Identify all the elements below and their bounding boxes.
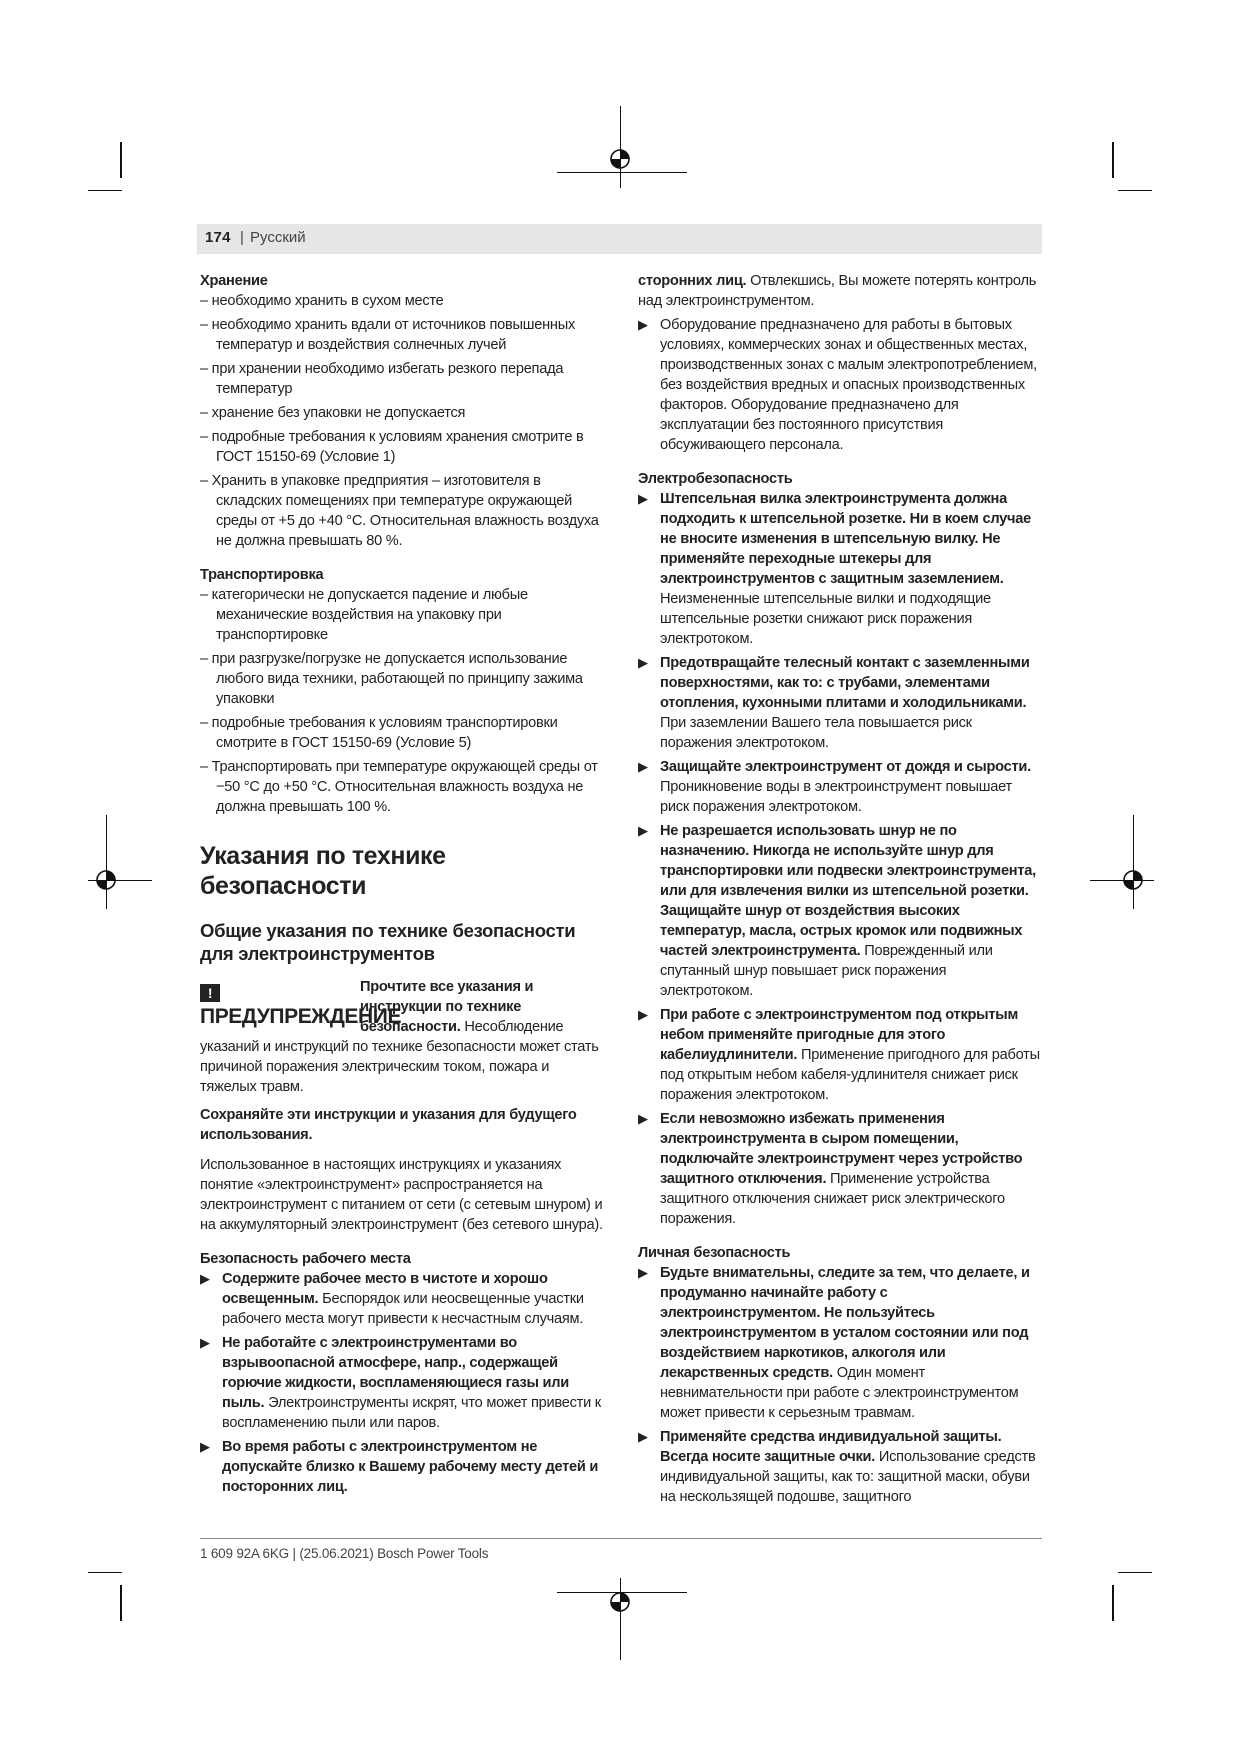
crop-mark (88, 190, 122, 191)
bullet-triangle-icon: ▶ (638, 759, 648, 774)
bullet-triangle-icon: ▶ (638, 823, 648, 838)
registration-mark-icon (1122, 869, 1144, 891)
keep-instructions-note: Сохраняйте эти инструкции и указания для будущего использования. (200, 1107, 577, 1143)
bullet-triangle-icon: ▶ (200, 1439, 210, 1454)
crop-mark (120, 142, 122, 178)
continued-paragraph: сторонних лиц. Отвлекшись, Вы можете потерять контроль над электроинструментом. (638, 273, 1037, 309)
footer-divider (200, 1538, 1042, 1539)
registration-line (620, 106, 621, 188)
bullet-triangle-icon: ▶ (638, 1429, 648, 1444)
list-item: ▶ Если невозможно избежать применения электроинструмента в сыром помещении, подключайте электроинструмент через устройство защитного отключения. Применение устройства защитного отключения снижает риск электрического поражения. (638, 1111, 1023, 1227)
registration-mark-icon (609, 148, 631, 170)
list-item: ▶ Не разрешается использовать шнур не по назначению. Никогда не используйте шнур для транспортировки или подвески электроинструмента, или для извлечения вилки из штепсельной розетки. Защищайте шнур от воздействия высоких температур, масла, острых кромок или подвижных частей электроинструмента. Поврежденный или спутанный шнур повышает риск поражения электротоком. (638, 823, 1036, 999)
crop-mark (1118, 1572, 1152, 1573)
list-item: ▶ Оборудование предназначено для работы в бытовых условиях, коммерческих зонах и общественных местах, производственных зонах с малым электропотреблением, без воздействия вредных и опасных производственных факторов. Оборудование предназначено для эксплуатации без постоянного присутствия обсуживающего персонала. (638, 317, 1037, 453)
list-item: ▶ Штепсельная вилка электроинструмента должна подходить к штепсельной розетке. Ни в коем случае не вносите изменения в штепсельную вилку. Не применяйте переходные штекеры для электроинструментов с защитным заземлением. Неизмененные штепсельные вилки и подходящие штепсельные розетки снижают риск поражения электротоком. (638, 491, 1031, 647)
list-item: ▶ Предотвращайте телесный контакт с заземленными поверхностями, как то: с трубами, элементами отопления, кухонными плитами и холодильниками. При заземлении Вашего тела повышается риск поражения электротоком. (638, 655, 1030, 751)
list-item: ▶ Во время работы с электроинструментом не допускайте близко к Вашему рабочему месту детей и посторонних лиц. (200, 1439, 599, 1495)
bullet-triangle-icon: ▶ (200, 1335, 210, 1350)
warning-text: Несоблюдение указаний и инструкций по технике безопасности может стать причиной поражения электрическим током, пожара и тяжелых травм. (200, 1019, 599, 1095)
list-item: – необходимо хранить вдали от источников повышенных температур и воздействия солнечных лучей (200, 317, 575, 353)
bullet-triangle-icon: ▶ (638, 1265, 648, 1280)
header-separator: | (240, 229, 244, 246)
personal-safety-heading: Личная безопасность (638, 1245, 791, 1261)
right-column (638, 271, 1043, 1511)
bullet-triangle-icon: ▶ (638, 655, 648, 670)
page-footer: 1 609 92A 6KG | (25.06.2021) Bosch Power Tools (200, 1546, 489, 1561)
list-item: ▶ Не работайте с электроинструментами во взрывоопасной атмосфере, напр., содержащей горючие жидкости, воспламеняющиеся газы или пыль. Электроинструменты искрят, что может привести к воспламенению пыли или паров. (200, 1335, 601, 1431)
warning-block (200, 977, 605, 1097)
left-column (200, 271, 605, 1501)
list-item: – Транспортировать при температуре окружающей среды от −50 °C до +50 °C. Относительная влажность воздуха не должна превышать 100 %. (200, 759, 598, 815)
list-item: ▶ Защищайте электроинструмент от дождя и сырости. Проникновение воды в электроинструмент повышает риск поражения электротоком. (638, 759, 1031, 815)
transport-heading: Транспортировка (200, 567, 324, 583)
list-item: – Хранить в упаковке предприятия – изготовителя в складских помещениях при температуре окружающей среды от +5 до +40 °C. Относительная влажность воздуха не должна превышать 80 %. (200, 473, 599, 549)
list-item: – подробные требования к условиям хранения смотрите в ГОСТ 15150-69 (Условие 1) (200, 429, 584, 465)
crop-mark (1112, 142, 1114, 178)
electrical-safety-heading: Электробезопасность (638, 471, 793, 487)
page-header-bar (197, 224, 1042, 254)
bullet-triangle-icon: ▶ (638, 1007, 648, 1022)
registration-line (1133, 815, 1134, 909)
storage-heading: Хранение (200, 273, 268, 289)
list-item: ▶ Применяйте средства индивидуальной защиты. Всегда носите защитные очки. Использование средств индивидуальной защиты, как то: защитной маски, обуви на нескользящей подошве, защитного (638, 1429, 1036, 1505)
header-language: Русский (250, 229, 306, 246)
warning-label: !ПРЕДУПРЕЖДЕНИЕ (200, 985, 402, 1028)
bullet-triangle-icon: ▶ (200, 1271, 210, 1286)
warning-triangle-icon: ! (200, 984, 220, 1002)
crop-mark (1118, 190, 1152, 191)
list-item: – подробные требования к условиям транспортировки смотрите в ГОСТ 15150-69 (Условие 5) (200, 715, 558, 751)
list-item: – при хранении необходимо избегать резкого перепада температур (200, 361, 564, 397)
list-item: – хранение без упаковки не допускается (200, 405, 466, 421)
bullet-triangle-icon: ▶ (638, 1111, 648, 1126)
bullet-triangle-icon: ▶ (638, 491, 648, 506)
subsection-title: Общие указания по технике безопасности для электроинструментов (200, 920, 576, 964)
list-item: – необходимо хранить в сухом месте (200, 293, 444, 309)
crop-mark (88, 1572, 122, 1573)
list-item: ▶ При работе с электроинструментом под открытым небом применяйте пригодные для этого кабелиудлинители. Применение пригодного для работы под открытым небом кабеля-удлинителя снижает риск поражения электротоком. (638, 1007, 1040, 1103)
registration-mark-icon (609, 1591, 631, 1613)
bullet-triangle-icon: ▶ (638, 317, 648, 332)
list-item: – категорически не допускается падение и любые механические воздействия на упаковку при транспортировке (200, 587, 528, 643)
crop-mark (1112, 1585, 1114, 1621)
list-item: – при разгрузке/погрузке не допускается использование любого вида техники, работающей по принципу зажима упаковки (200, 651, 583, 707)
term-note: Использованное в настоящих инструкциях и указаниях понятие «электроинструмент» распространяется на электроинструмент с питанием от сети (с сетевым шнуром) и на аккумуляторный электроинструмент (без сетевого шнура). (200, 1157, 603, 1233)
section-title: Указания по технике безопасности (200, 842, 446, 900)
page-number: 174 (205, 229, 231, 246)
registration-mark-icon (95, 869, 117, 891)
crop-mark (120, 1585, 122, 1621)
list-item: ▶ Будьте внимательны, следите за тем, что делаете, и продуманно начинайте работу с электроинструментом. Не пользуйтесь электроинструментом в усталом состоянии или под воздействием наркотиков, алкоголя или лекарственных средств. Один момент невнимательности при работе с электроинструментом может привести к серьезным травмам. (638, 1265, 1030, 1421)
warning-bold-text: Прочтите все указания и инструкции по технике безопасности. (360, 979, 534, 1035)
registration-line (557, 172, 687, 173)
registration-line (106, 815, 107, 909)
list-item: ▶ Содержите рабочее место в чистоте и хорошо освещенным. Беспорядок или неосвещенные участки рабочего места могут привести к несчастным случаям. (200, 1271, 584, 1327)
workplace-heading: Безопасность рабочего места (200, 1251, 411, 1267)
